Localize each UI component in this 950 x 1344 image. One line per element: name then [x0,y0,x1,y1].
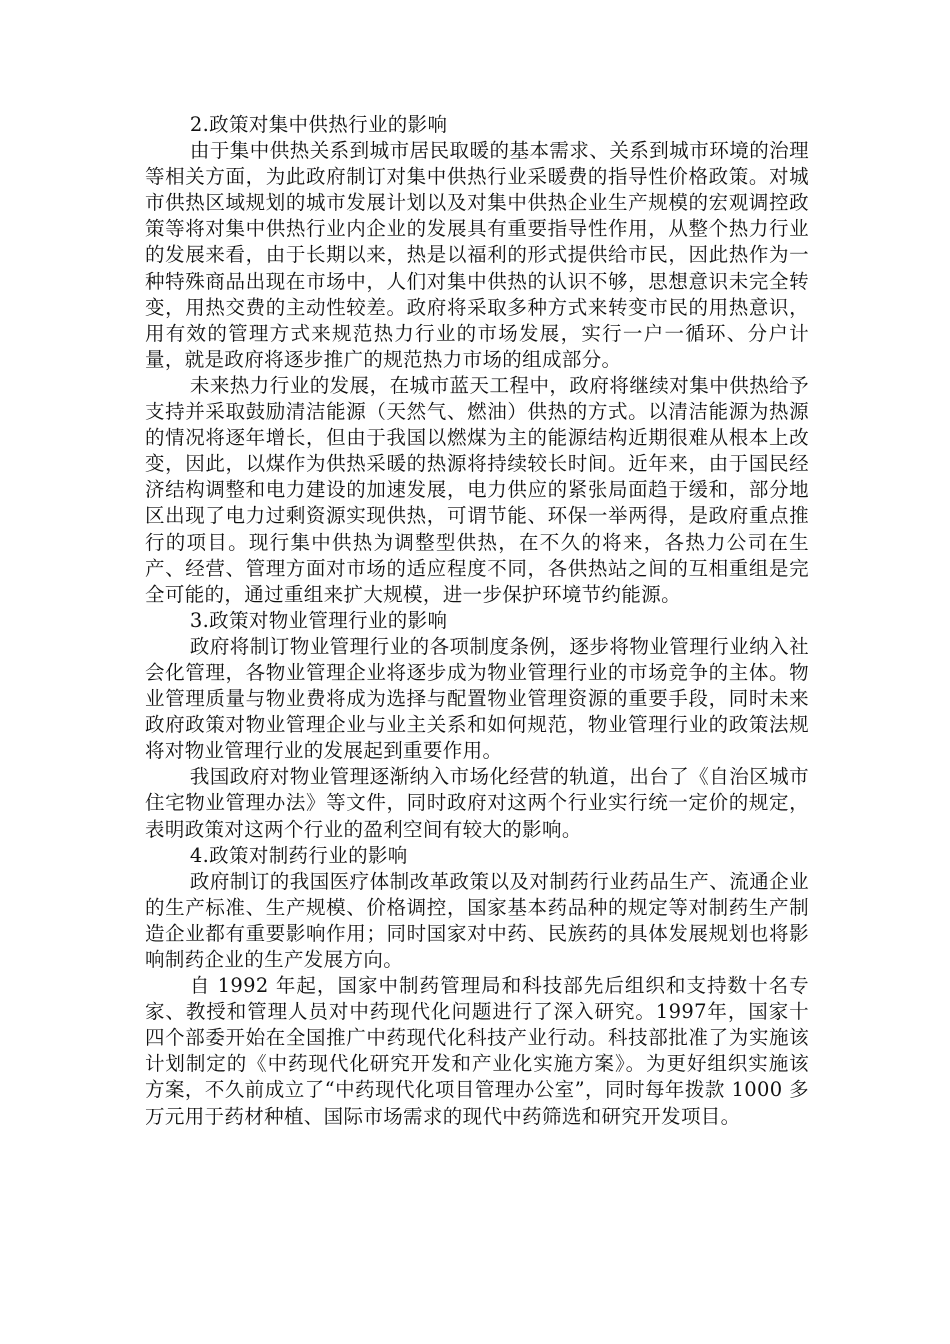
section-heading: 2.政策对集中供热行业的影响 [189,113,448,136]
document-page [145,112,809,1130]
section-pharmaceutical [145,843,809,1130]
section-heading: 4.政策对制药行业的影响 [189,843,408,867]
paragraph: 自 1992 年起，国家中制药管理局和科技部先后组织和支持数十名专家、教授和管理人员对中药现代化问题进行了深入研究。1997年，国家十四个部委开始在全国推广中药现代化科技产业行动。科技部批准了为实施该计划制定的《中药现代化研究开发和产业化实施方案》。为更好组织实施该方案，不久前成立了“中药现代化项目管理办公室”，同时每年拨款 1000 多万元用于药材种植、国际市场需求的现代中药筛选和研究开发项目。 [145,974,809,1128]
section-heading: 3.政策对物业管理行业的影响 [189,608,448,632]
paragraph: 由于集中供热关系到城市居民取暖的基本需求、关系到城市环境的治理等相关方面，为此政府制订对集中供热行业采暖费的指导性价格政策。对城市供热区域规划的城市发展计划以及对集中供热企业生产规模的宏观调控政策等将对集中供热行业内企业的发展具有重要指导性作用，从整个热力行业的发展来看，由于长期以来，热是以福利的形式提供给市民，因此热作为一种特殊商品出现在市场中，人们对集中供热的认识不够，思想意识未完全转变，用热交费的主动性较差。政府将采取多种方式来转变市民的用热意识，用有效的管理方式来规范热力行业的市场发展，实行一户一循环、分户计量，就是政府将逐步推广的规范热力市场的组成部分。 [145,139,809,371]
paragraph: 政府将制订物业管理行业的各项制度条例，逐步将物业管理行业纳入社会化管理，各物业管理企业将逐步成为物业管理行业的市场竞争的主体。物业管理质量与物业费将成为选择与配置物业管理资源的重要手段，同时未来政府政策对物业管理企业与业主关系和如何规范，物业管理行业的政策法规将对物业管理行业的发展起到重要作用。 [145,634,809,763]
paragraph: 未来热力行业的发展，在城市蓝天工程中，政府将继续对集中供热给予支持并采取鼓励清洁能源（天然气、燃油）供热的方式。以清洁能源为热源的情况将逐年增长，但由于我国以燃煤为主的能源结构近期很难从根本上改变，因此，以煤作为供热采暖的热源将持续较长时间。近年来，由于国民经济结构调整和电力建设的加速发展，电力供应的紧张局面趋于缓和，部分地区出现了电力过剩资源实现供热，可谓节能、环保一举两得，是政府重点推行的项目。现行集中供热为调整型供热，在不久的将来，各热力公司在生产、经营、管理方面对市场的适应程度不同，各供热站之间的互相重组是完全可能的，通过重组来扩大规模，进一步保护环境节约能源。 [145,373,809,606]
section-property-management [145,608,809,843]
section-heating [145,112,809,608]
paragraph: 我国政府对物业管理逐渐纳入市场化经营的轨道，出台了《自治区城市住宅物业管理办法》等文件，同时政府对这两个行业实行统一定价的规定，表明政策对这两个行业的盈利空间有较大的影响。 [145,765,809,841]
paragraph: 政府制订的我国医疗体制改革政策以及对制药行业药品生产、流通企业的生产标准、生产规模、价格调控，国家基本药品种的规定等对制药生产制造企业都有重要影响作用；同时国家对中药、民族药的具体发展规划也将影响制药企业的生产发展方向。 [145,869,809,971]
